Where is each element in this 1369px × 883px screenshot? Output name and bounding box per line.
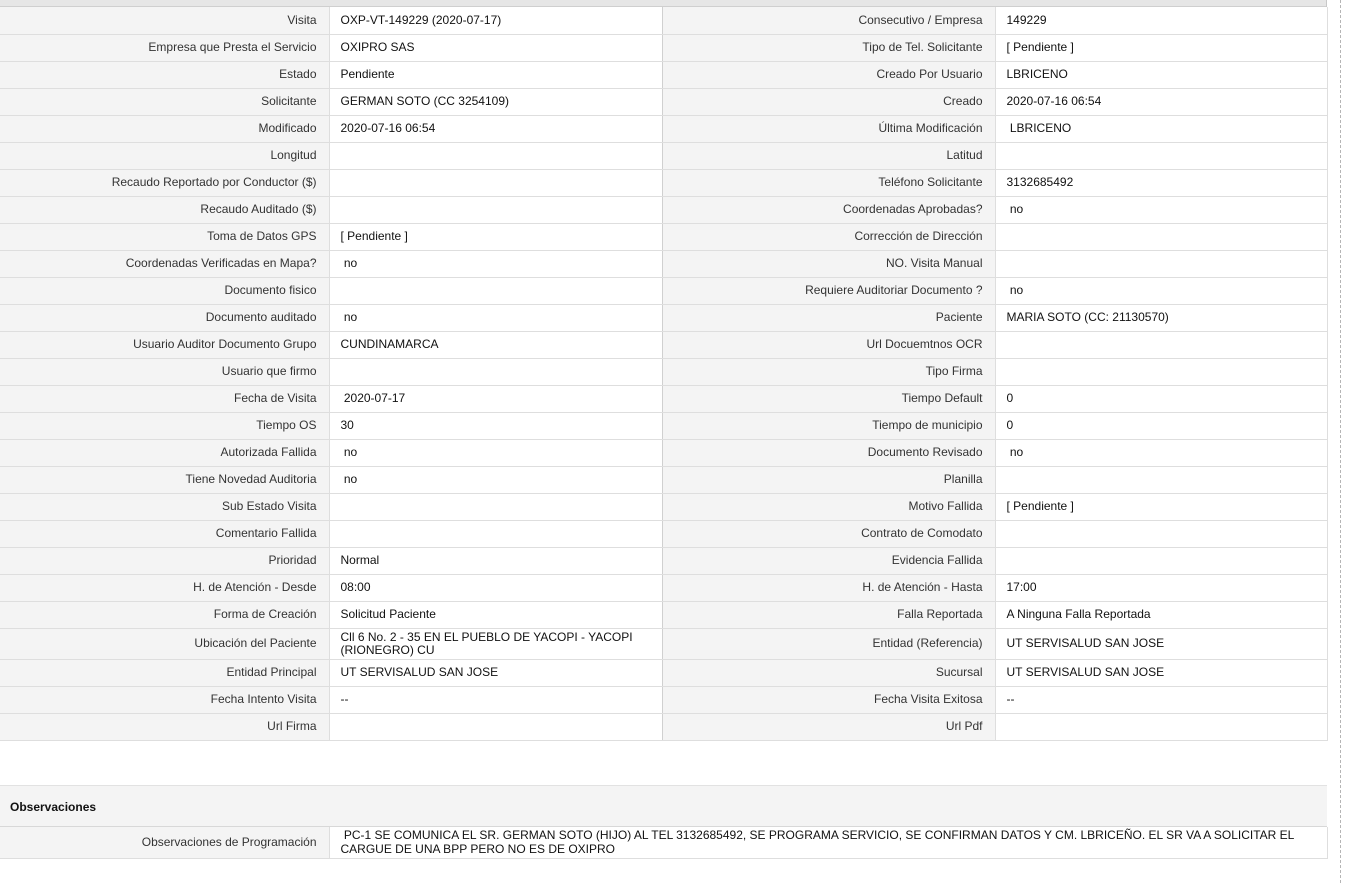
field-label: Estado <box>0 61 329 88</box>
field-value: -- <box>329 686 662 713</box>
visit-details-table <box>0 7 1328 741</box>
table-row <box>0 61 1327 88</box>
field-label: Contrato de Comodato <box>662 520 995 547</box>
field-value: 08:00 <box>329 574 662 601</box>
table-row <box>0 412 1327 439</box>
table-row <box>0 827 1327 858</box>
field-value: CUNDINAMARCA <box>329 331 662 358</box>
field-label: Motivo Fallida <box>662 493 995 520</box>
field-label: Falla Reportada <box>662 601 995 628</box>
table-row <box>0 331 1327 358</box>
table-row <box>0 34 1327 61</box>
table-row <box>0 520 1327 547</box>
field-value: PC-1 SE COMUNICA EL SR. GERMAN SOTO (HIJO) AL TEL 3132685492, SE PROGRAMA SERVICIO, SE CONFIRMAN DATOS Y CM. LBRICEÑO. EL SR VA A SOLICITAR EL CARGUE DE UNA BPP PERO NO ES DE OXIPRO <box>329 827 1327 858</box>
dashed-divider <box>1340 0 1341 883</box>
field-label: Url Firma <box>0 713 329 740</box>
table-row <box>0 223 1327 250</box>
field-label: Tiempo Default <box>662 385 995 412</box>
field-label: Ubicación del Paciente <box>0 628 329 659</box>
field-value <box>995 331 1327 358</box>
field-value <box>329 520 662 547</box>
field-value: 3132685492 <box>995 169 1327 196</box>
field-label: Consecutivo / Empresa <box>662 7 995 34</box>
table-row <box>0 628 1327 659</box>
field-value <box>329 493 662 520</box>
field-value: no <box>329 304 662 331</box>
table-row <box>0 88 1327 115</box>
field-label: Corrección de Dirección <box>662 223 995 250</box>
field-label: Longitud <box>0 142 329 169</box>
field-value: LBRICENO <box>995 61 1327 88</box>
field-label: Fecha de Visita <box>0 385 329 412</box>
field-label: NO. Visita Manual <box>662 250 995 277</box>
field-value: OXP-VT-149229 (2020-07-17) <box>329 7 662 34</box>
table-row <box>0 466 1327 493</box>
field-label: Toma de Datos GPS <box>0 223 329 250</box>
field-value: UT SERVISALUD SAN JOSE <box>329 659 662 686</box>
field-label: Requiere Auditoriar Documento ? <box>662 277 995 304</box>
table-row <box>0 196 1327 223</box>
field-label: Sucursal <box>662 659 995 686</box>
field-label: Entidad Principal <box>0 659 329 686</box>
field-label: Recaudo Reportado por Conductor ($) <box>0 169 329 196</box>
field-label: Usuario Auditor Documento Grupo <box>0 331 329 358</box>
table-row <box>0 250 1327 277</box>
field-value: -- <box>995 686 1327 713</box>
field-label: Visita <box>0 7 329 34</box>
visit-details-body <box>0 7 1327 740</box>
field-value: no <box>995 277 1327 304</box>
field-label: Documento auditado <box>0 304 329 331</box>
table-row <box>0 601 1327 628</box>
table-row <box>0 713 1327 740</box>
field-label: Creado Por Usuario <box>662 61 995 88</box>
field-label: Prioridad <box>0 547 329 574</box>
table-row <box>0 385 1327 412</box>
field-value: LBRICENO <box>995 115 1327 142</box>
field-label: H. de Atención - Hasta <box>662 574 995 601</box>
field-value <box>329 713 662 740</box>
field-value <box>329 277 662 304</box>
field-value: [ Pendiente ] <box>329 223 662 250</box>
field-value <box>329 358 662 385</box>
table-row <box>0 574 1327 601</box>
field-value: 2020-07-16 06:54 <box>329 115 662 142</box>
field-label: Tipo Firma <box>662 358 995 385</box>
field-value: GERMAN SOTO (CC 3254109) <box>329 88 662 115</box>
field-value <box>329 196 662 223</box>
observaciones-table <box>0 827 1328 859</box>
field-value: no <box>995 439 1327 466</box>
field-label: Documento Revisado <box>662 439 995 466</box>
field-value <box>995 223 1327 250</box>
field-label: Tipo de Tel. Solicitante <box>662 34 995 61</box>
field-value <box>329 169 662 196</box>
field-label: Modificado <box>0 115 329 142</box>
field-label: Tiempo OS <box>0 412 329 439</box>
field-label: Tiempo de municipio <box>662 412 995 439</box>
field-label: Entidad (Referencia) <box>662 628 995 659</box>
field-value: UT SERVISALUD SAN JOSE <box>995 659 1327 686</box>
observaciones-section-title: Observaciones <box>0 785 1327 827</box>
table-row <box>0 304 1327 331</box>
field-label: Paciente <box>662 304 995 331</box>
field-value <box>995 250 1327 277</box>
field-label: Usuario que firmo <box>0 358 329 385</box>
field-value: no <box>995 196 1327 223</box>
table-row <box>0 7 1327 34</box>
field-label: Última Modificación <box>662 115 995 142</box>
table-row <box>0 659 1327 686</box>
field-label: Planilla <box>662 466 995 493</box>
field-label: Fecha Intento Visita <box>0 686 329 713</box>
field-label: Teléfono Solicitante <box>662 169 995 196</box>
field-value <box>995 358 1327 385</box>
field-label: Creado <box>662 88 995 115</box>
field-label: Tiene Novedad Auditoria <box>0 466 329 493</box>
table-row <box>0 277 1327 304</box>
table-row <box>0 439 1327 466</box>
field-value: 17:00 <box>995 574 1327 601</box>
field-label: Fecha Visita Exitosa <box>662 686 995 713</box>
field-label: Coordenadas Verificadas en Mapa? <box>0 250 329 277</box>
field-label: H. de Atención - Desde <box>0 574 329 601</box>
field-value <box>995 547 1327 574</box>
field-value <box>995 142 1327 169</box>
field-value: no <box>329 439 662 466</box>
field-value: 0 <box>995 412 1327 439</box>
field-value: Normal <box>329 547 662 574</box>
field-label: Comentario Fallida <box>0 520 329 547</box>
table-row <box>0 115 1327 142</box>
table-row <box>0 547 1327 574</box>
field-value: OXIPRO SAS <box>329 34 662 61</box>
field-label: Autorizada Fallida <box>0 439 329 466</box>
top-toolbar-edge <box>0 0 1327 7</box>
field-label: Latitud <box>662 142 995 169</box>
field-label: Observaciones de Programación <box>0 827 329 858</box>
field-label: Documento fisico <box>0 277 329 304</box>
field-value: 30 <box>329 412 662 439</box>
field-value: 0 <box>995 385 1327 412</box>
field-value: Pendiente <box>329 61 662 88</box>
field-value <box>995 713 1327 740</box>
field-label: Url Pdf <box>662 713 995 740</box>
field-value: [ Pendiente ] <box>995 34 1327 61</box>
table-row <box>0 686 1327 713</box>
table-row <box>0 169 1327 196</box>
field-value <box>995 520 1327 547</box>
table-row <box>0 142 1327 169</box>
field-value: 2020-07-16 06:54 <box>995 88 1327 115</box>
field-value: 2020-07-17 <box>329 385 662 412</box>
field-label: Sub Estado Visita <box>0 493 329 520</box>
field-value: no <box>329 466 662 493</box>
field-value: MARIA SOTO (CC: 21130570) <box>995 304 1327 331</box>
field-value: Cll 6 No. 2 - 35 EN EL PUEBLO DE YACOPI - YACOPI (RIONEGRO) CU <box>329 628 662 659</box>
field-label: Solicitante <box>0 88 329 115</box>
field-label: Url Docuemtnos OCR <box>662 331 995 358</box>
table-row <box>0 358 1327 385</box>
field-label: Forma de Creación <box>0 601 329 628</box>
field-value: Solicitud Paciente <box>329 601 662 628</box>
field-label: Empresa que Presta el Servicio <box>0 34 329 61</box>
field-label: Recaudo Auditado ($) <box>0 196 329 223</box>
field-value: no <box>329 250 662 277</box>
field-value: UT SERVISALUD SAN JOSE <box>995 628 1327 659</box>
field-value: 149229 <box>995 7 1327 34</box>
table-row <box>0 493 1327 520</box>
field-label: Evidencia Fallida <box>662 547 995 574</box>
field-value <box>329 142 662 169</box>
field-value <box>995 466 1327 493</box>
field-value: [ Pendiente ] <box>995 493 1327 520</box>
field-label: Coordenadas Aprobadas? <box>662 196 995 223</box>
field-value: A Ninguna Falla Reportada <box>995 601 1327 628</box>
